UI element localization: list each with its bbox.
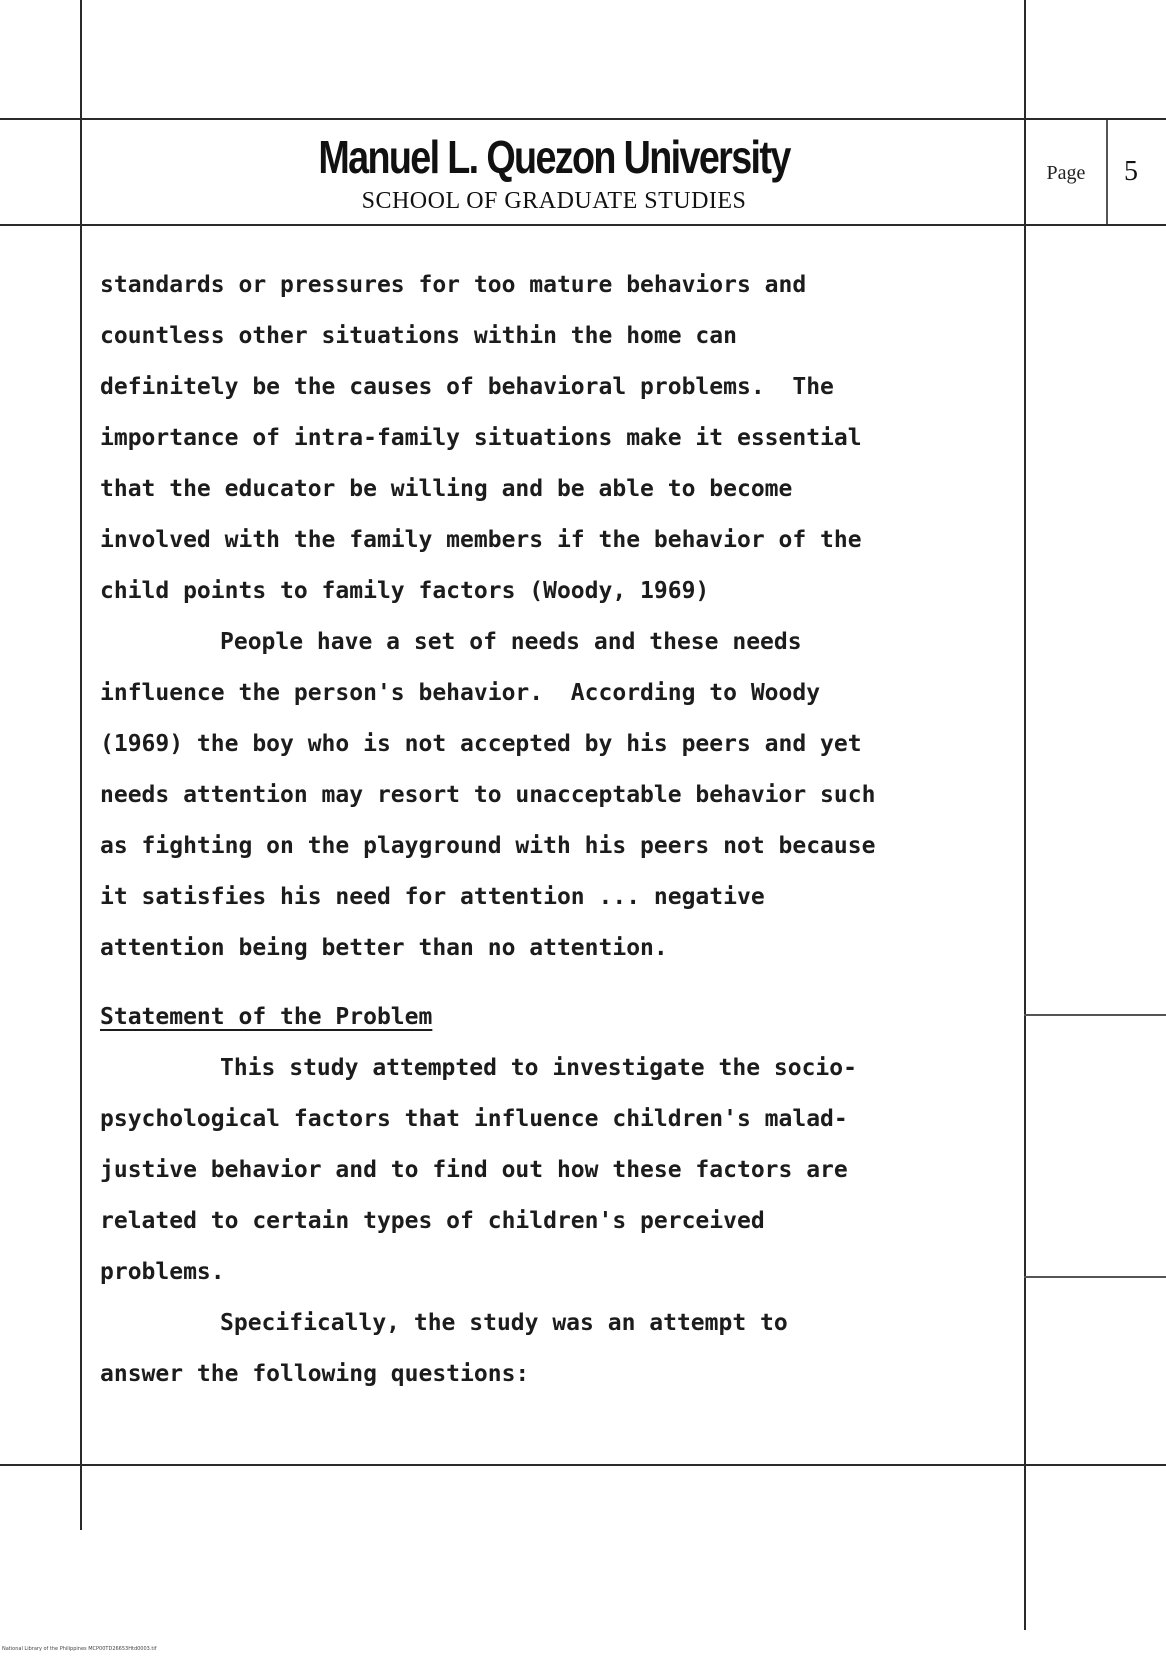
text-line: related to certain types of children's perceived <box>100 1208 765 1234</box>
text-line: needs attention may resort to unacceptable behavior such <box>100 782 876 808</box>
right-margin-rule <box>1024 0 1026 1630</box>
paragraph-needs <box>100 617 1020 974</box>
section-heading: Statement of the Problem <box>100 1004 433 1030</box>
left-margin-rule <box>80 0 82 1530</box>
paragraph-questions-intro <box>100 1298 1020 1400</box>
text-line: it satisfies his need for attention ... negative <box>100 884 765 910</box>
right-column-rule-lower <box>1024 1276 1166 1278</box>
text-line: This study attempted to investigate the socio- <box>220 1055 857 1081</box>
header-top-rule <box>0 118 1166 120</box>
paragraph-study-purpose <box>100 1043 1020 1298</box>
text-line: Specifically, the study was an attempt to <box>220 1310 788 1336</box>
archive-footer-note: National Library of the Philippines MCP00TD26653Htd0003.tif <box>2 1646 157 1652</box>
text-line: answer the following questions: <box>100 1361 530 1387</box>
footer-rule <box>0 1464 1166 1466</box>
page-label: Page <box>1046 162 1086 184</box>
text-line: definitely be the causes of behavioral problems. The <box>100 374 834 400</box>
text-line: that the educator be willing and be able to become <box>100 476 793 502</box>
text-line: (1969) the boy who is not accepted by his peers and yet <box>100 731 862 757</box>
text-line: attention being better than no attention. <box>100 935 668 961</box>
text-line: influence the person's behavior. According to Woody <box>100 680 821 706</box>
text-line: as fighting on the playground with his peers not because <box>100 833 876 859</box>
school-subtitle: SCHOOL OF GRADUATE STUDIES <box>361 188 747 214</box>
header-bottom-rule <box>0 224 1166 226</box>
document-body <box>100 260 1020 1400</box>
text-line: justive behavior and to find out how these factors are <box>100 1157 848 1183</box>
text-line: psychological factors that influence children's malad- <box>100 1106 848 1132</box>
right-column-rule-upper <box>1024 1014 1166 1016</box>
text-line: importance of intra-family situations make it essential <box>100 425 862 451</box>
text-line: standards or pressures for too mature behaviors and <box>100 272 807 298</box>
text-line: problems. <box>100 1259 225 1285</box>
text-line: People have a set of needs and these needs <box>220 629 802 655</box>
text-line: countless other situations within the home can <box>100 323 737 349</box>
university-title: Manuel L. Quezon University <box>318 131 790 183</box>
paragraph-intra-family <box>100 260 1020 617</box>
text-line: child points to family factors (Woody, 1969) <box>100 578 710 604</box>
page-number: 5 <box>1124 156 1138 187</box>
text-line: involved with the family members if the behavior of the <box>100 527 862 553</box>
